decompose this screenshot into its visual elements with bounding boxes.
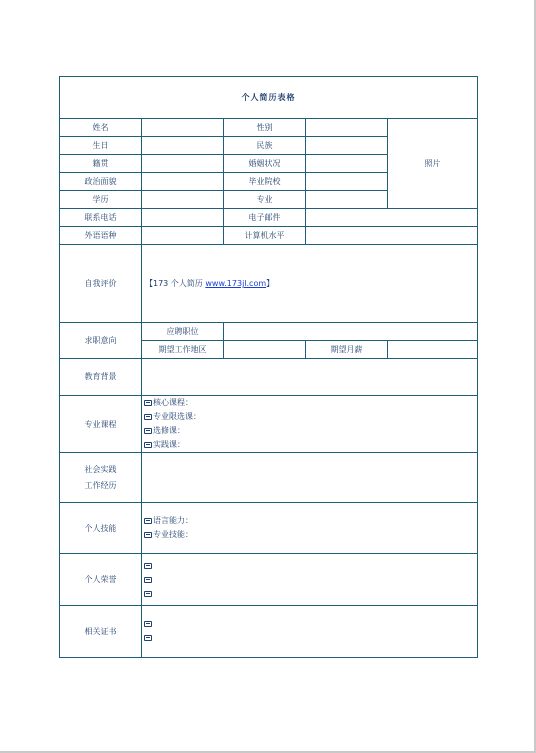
value-position[interactable] — [224, 322, 478, 340]
label-native-place: 籍贯 — [60, 155, 142, 173]
value-email[interactable] — [306, 209, 478, 227]
value-language[interactable] — [142, 227, 224, 245]
label-major: 专业 — [224, 191, 306, 209]
honor-line — [144, 559, 477, 573]
course-line-text: 选修课： — [153, 426, 185, 436]
label-social-line1: 社会实践 — [84, 464, 117, 474]
course-line — [144, 424, 477, 438]
envelope-icon — [144, 532, 152, 538]
skill-line — [144, 528, 477, 542]
value-school[interactable] — [306, 173, 388, 191]
label-intent: 求职意向 — [60, 322, 142, 358]
value-education[interactable] — [142, 191, 224, 209]
course-line-text: 实践课： — [153, 440, 185, 450]
course-line — [144, 438, 477, 452]
label-email: 电子邮件 — [224, 209, 306, 227]
cert-line — [144, 631, 477, 645]
label-work-area: 期望工作地区 — [142, 340, 224, 358]
value-gender[interactable] — [306, 119, 388, 137]
course-line-text: 专业限选课： — [153, 412, 201, 422]
envelope-icon — [144, 428, 152, 434]
honor-line — [144, 573, 477, 587]
label-skills: 个人技能 — [60, 503, 142, 554]
value-social[interactable] — [142, 453, 478, 503]
label-school: 毕业院校 — [224, 173, 306, 191]
value-skills[interactable] — [142, 503, 478, 554]
envelope-icon — [144, 591, 152, 597]
label-name: 姓名 — [60, 119, 142, 137]
value-honors[interactable] — [142, 554, 478, 605]
label-education: 学历 — [60, 191, 142, 209]
value-certs[interactable] — [142, 605, 478, 657]
value-phone[interactable] — [142, 209, 224, 227]
label-edu-bg: 教育背景 — [60, 358, 142, 395]
self-eval-link[interactable]: www.173jl.com — [205, 279, 267, 289]
value-courses[interactable] — [142, 395, 478, 452]
label-salary: 期望月薪 — [306, 340, 388, 358]
label-birth: 生日 — [60, 137, 142, 155]
skill-line-text: 语言能力： — [153, 516, 193, 526]
value-birth[interactable] — [142, 137, 224, 155]
label-position: 应聘职位 — [142, 322, 224, 340]
self-eval-prefix: 【173 个人简历 — [145, 279, 206, 289]
envelope-icon — [144, 400, 152, 406]
label-self-eval: 自我评价 — [60, 245, 142, 322]
label-phone: 联系电话 — [60, 209, 142, 227]
label-marital: 婚姻状况 — [224, 155, 306, 173]
value-name[interactable] — [142, 119, 224, 137]
value-edu-bg[interactable] — [142, 358, 478, 395]
envelope-icon — [144, 414, 152, 420]
photo-cell[interactable]: 照片 — [388, 119, 478, 209]
skill-line — [144, 514, 477, 528]
cert-line — [144, 617, 477, 631]
value-political[interactable] — [142, 173, 224, 191]
label-ethnicity: 民族 — [224, 137, 306, 155]
value-self-eval[interactable] — [142, 245, 478, 322]
value-work-area[interactable] — [224, 340, 306, 358]
course-line-text: 核心课程： — [153, 398, 193, 408]
label-social-line2: 工作经历 — [84, 480, 117, 490]
value-salary[interactable] — [388, 340, 478, 358]
label-gender: 性别 — [224, 119, 306, 137]
resume-table — [59, 76, 478, 658]
envelope-icon — [144, 621, 152, 627]
envelope-icon — [144, 518, 152, 524]
self-eval-suffix: 】 — [266, 279, 275, 289]
value-ethnicity[interactable] — [306, 137, 388, 155]
label-social — [60, 453, 142, 503]
label-language: 外语语种 — [60, 227, 142, 245]
value-marital[interactable] — [306, 155, 388, 173]
envelope-icon — [144, 577, 152, 583]
course-line — [144, 396, 477, 410]
label-political: 政治面貌 — [60, 173, 142, 191]
label-certs: 相关证书 — [60, 605, 142, 657]
value-computer[interactable] — [306, 227, 478, 245]
value-native-place[interactable] — [142, 155, 224, 173]
envelope-icon — [144, 635, 152, 641]
label-courses: 专业课程 — [60, 395, 142, 452]
label-computer: 计算机水平 — [224, 227, 306, 245]
label-honors: 个人荣誉 — [60, 554, 142, 605]
skill-line-text: 专业技能： — [153, 530, 193, 540]
envelope-icon — [144, 563, 152, 569]
course-line — [144, 410, 477, 424]
value-major[interactable] — [306, 191, 388, 209]
resume-title: 个人简历表格 — [60, 77, 478, 119]
envelope-icon — [144, 442, 152, 448]
honor-line — [144, 587, 477, 601]
